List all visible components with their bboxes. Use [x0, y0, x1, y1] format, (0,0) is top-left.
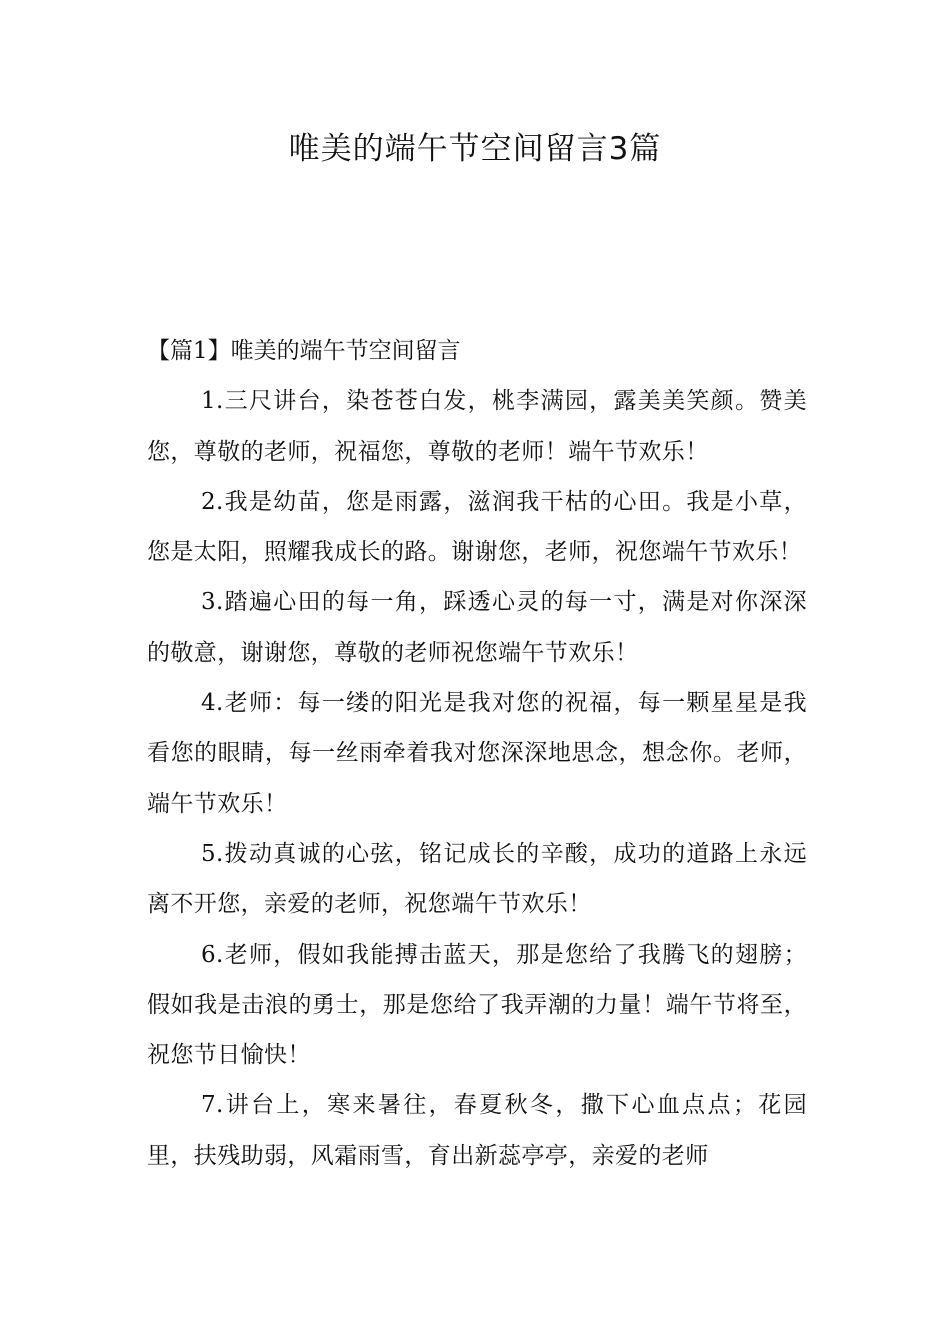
document-title: 唯美的端午节空间留言3篇: [288, 131, 662, 167]
message-item-7: 7.讲台上，寒来暑往，春夏秋冬，撒下心血点点；花园里，扶残助弱，风霜雨雪，育出新蕊亭亭，亲爱的老师: [147, 1092, 807, 1169]
message-item-2: 2.我是幼苗，您是雨露，滋润我干枯的心田。我是小草，您是太阳，照耀我成长的路。谢谢您，老师，祝您端午节欢乐！: [147, 488, 807, 566]
message-item-1: 1.三尺讲台，染苍苍白发，桃李满园，露美美笑颜。赞美您，尊敬的老师，祝福您，尊敬的老师！端午节欢乐！: [147, 388, 807, 465]
message-item-4: 4.老师：每一缕的阳光是我对您的祝福，每一颗星星是我看您的眼睛，每一丝雨牵着我对您深深地思念，想念你。老师，端午节欢乐！: [147, 690, 807, 817]
message-item-5: 5.拨动真诚的心弦，铭记成长的辛酸，成功的道路上永远离不开您，亲爱的老师，祝您端午节欢乐！: [147, 840, 807, 918]
message-item-6: 6.老师，假如我能搏击蓝天，那是您给了我腾飞的翅膀；假如我是击浪的勇士，那是您给了我弄潮的力量！端午节将至，祝您节日愉快！: [147, 941, 807, 1069]
section-heading: 【篇1】唯美的端午节空间留言: [147, 338, 461, 364]
document-body: [147, 326, 807, 1181]
message-item-3: 3.踏遍心田的每一角，踩透心灵的每一寸，满是对你深深的敬意，谢谢您，尊敬的老师祝您端午节欢乐！: [147, 589, 807, 666]
